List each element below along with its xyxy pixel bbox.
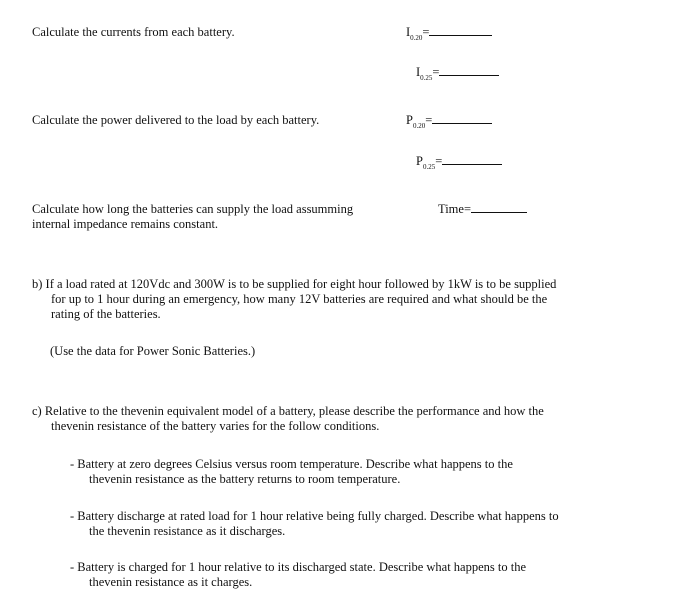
- answer-field-p025[interactable]: [416, 154, 502, 171]
- answer-blank[interactable]: [442, 154, 502, 165]
- question-time: Calculate how long the batteries can supply the load assumming internal impedance remains constant.: [32, 202, 354, 231]
- question-currents: Calculate the currents from each battery.: [32, 25, 235, 39]
- list-item: - Battery is charged for 1 hour relative to its discharged state. Describe what happens to the thevenin resistance as it charges.: [70, 560, 526, 589]
- answer-blank[interactable]: [432, 113, 492, 124]
- answer-blank[interactable]: [439, 65, 499, 76]
- field-equals: =: [435, 154, 443, 168]
- field-symbol: P: [416, 154, 423, 168]
- part-b-note: (Use the data for Power Sonic Batteries.): [50, 344, 256, 358]
- field-subscript: 0.25: [422, 163, 436, 171]
- answer-field-p020[interactable]: [406, 113, 492, 130]
- answer-field-time[interactable]: [438, 202, 527, 217]
- answer-field-i025[interactable]: [416, 65, 499, 82]
- field-symbol: P: [406, 113, 413, 127]
- question-power: Calculate the power delivered to the load by each battery.: [32, 113, 320, 127]
- list-item: - Battery discharge at rated load for 1 hour relative being fully charged. Describe what happens to the thevenin resistance as it discharges.: [70, 509, 559, 538]
- field-equals: =: [422, 25, 430, 39]
- field-equals: =: [425, 113, 433, 127]
- answer-blank[interactable]: [429, 25, 492, 36]
- list-item: - Battery at zero degrees Celsius versus room temperature. Describe what happens to the thevenin resistance as the battery returns to room temperature.: [70, 457, 513, 486]
- part-b-question: b) If a load rated at 120Vdc and 300W is to be supplied for eight hour followed by 1kW is to be supplied for up to 1 hour during an emergency, how many 12V batteries are required and what should be the rating of the batteries.: [32, 277, 557, 321]
- field-subscript: 0.25: [420, 74, 433, 82]
- field-symbol: I: [416, 65, 421, 79]
- field-subscript: 0.20: [412, 122, 426, 130]
- field-label: Time=: [438, 202, 471, 216]
- field-symbol: I: [406, 25, 411, 39]
- field-subscript: 0.20: [410, 34, 423, 42]
- answer-blank[interactable]: [471, 202, 527, 213]
- answer-field-i020[interactable]: [406, 25, 492, 42]
- field-equals: =: [432, 65, 440, 79]
- part-c-question: c) Relative to the thevenin equivalent model of a battery, please describe the performance and how the thevenin resistance of the battery varies for the follow conditions.: [32, 404, 544, 433]
